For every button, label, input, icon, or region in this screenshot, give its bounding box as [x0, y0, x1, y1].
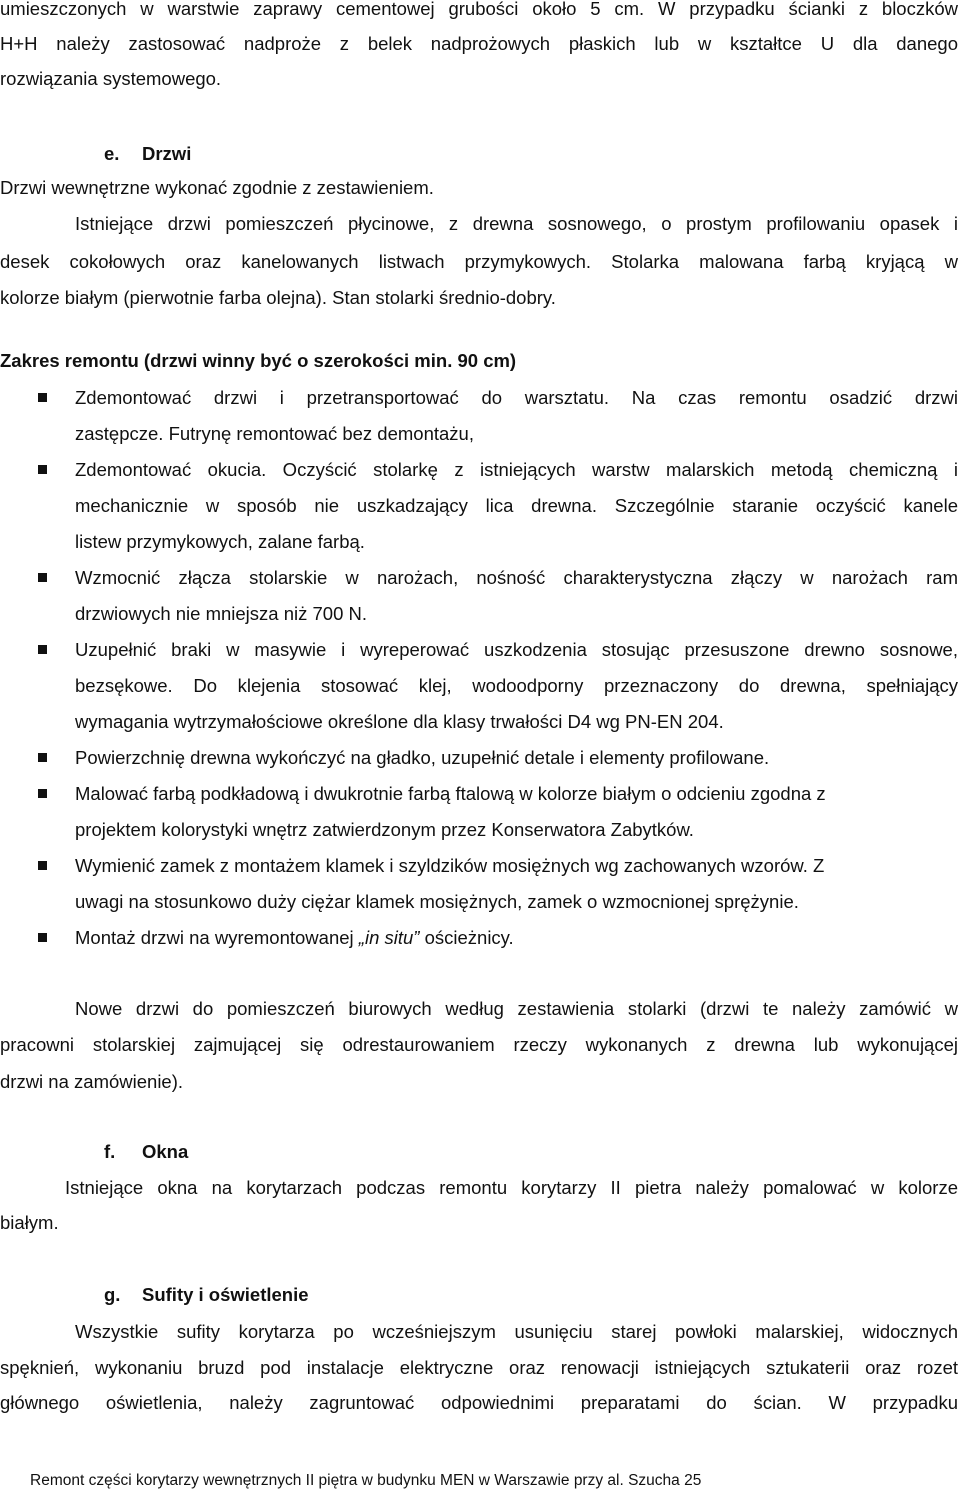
section-g-title: Sufity i oświetlenie — [142, 1284, 309, 1305]
doors-intro: Drzwi wewnętrzne wykonać zgodnie z zestawieniem. — [0, 177, 434, 198]
intro-line-1: umieszczonych w warstwie zaprawy cementowej grubości około 5 cm. W przypadku ścianki z bloczków — [0, 0, 958, 19]
section-e-title: Drzwi — [142, 143, 192, 164]
bullet-1-line-2: zastępcze. Futrynę remontować bez demontażu, — [75, 423, 474, 444]
section-e-number: e. — [104, 143, 120, 164]
section-f-title: Okna — [142, 1141, 189, 1162]
bullet-8-italic: „in situ” — [358, 927, 420, 948]
existing-doors-line-2: desek cokołowych oraz kanelowanych listwach przymykowych. Stolarka malowana farbą kryjącą w — [0, 251, 958, 272]
bullet-4-line-1: Uzupełnić braki w masywie i wyreperować uszkodzenia stosując przesuszone drewno sosnowe, — [75, 639, 958, 660]
bullet-4-line-3: wymagania wytrzymałościowe określone dla klasy trwałości D4 wg PN-EN 204. — [75, 711, 724, 732]
bullet-2-line-1: Zdemontować okucia. Oczyścić stolarkę z istniejących warstw malarskich metodą chemiczną i — [75, 459, 958, 480]
bullet-7-line-1: Wymienić zamek z montażem klamek i szyldzików mosiężnych wg zachowanych wzorów. Z — [75, 855, 825, 876]
bullet-marker — [38, 789, 47, 798]
ceilings-line-2: spęknień, wykonaniu bruzd pod instalacje elektryczne oraz renowacji istniejących sztukaterii oraz rozet — [0, 1357, 958, 1378]
bullet-marker — [38, 573, 47, 582]
bullet-7-line-2: uwagi na stosunkowo duży ciężar klamek mosiężnych, zamek o wzmocnionej sprężynie. — [75, 891, 799, 912]
bullet-3-line-2: drzwiowych nie mniejsza niż 700 N. — [75, 603, 368, 624]
bullet-2-line-2: mechanicznie w sposób nie uszkadzający lica drewna. Szczególnie staranie oczyścić kanele — [75, 495, 958, 516]
bullet-8-text-post: ościeżnicy. — [419, 927, 514, 948]
bullet-8-text-pre: Montaż drzwi na wyremontowanej — [75, 927, 359, 948]
bullet-5-line-1: Powierzchnię drewna wykończyć na gładko, uzupełnić detale i elementy profilowane. — [75, 747, 770, 768]
scope-heading: Zakres remontu (drzwi winny być o szerokości min. 90 cm) — [0, 350, 517, 371]
new-doors-line-2: pracowni stolarskiej zajmującej się odrestaurowaniem rzeczy wykonanych z drewna lub wykonującej — [0, 1034, 958, 1055]
bullet-2-line-3: listew przymykowych, zalane farbą. — [75, 531, 365, 552]
bullet-marker — [38, 753, 47, 762]
bullet-marker — [38, 933, 47, 942]
bullet-3-line-1: Wzmocnić złącza stolarskie w narożach, nośność charakterystyczna złączy w narożach ram — [75, 567, 958, 588]
bullet-6-line-2: projektem kolorystyki wnętrz zatwierdzonym przez Konserwatora Zabytków. — [75, 819, 694, 840]
windows-line-1: Istniejące okna na korytarzach podczas remontu korytarzy II pietra należy pomalować w kolorze — [65, 1177, 958, 1198]
new-doors-line-3: drzwi na zamówienie). — [0, 1071, 184, 1092]
bullet-marker — [38, 861, 47, 870]
section-g-number: g. — [104, 1284, 121, 1305]
bullet-4-line-2: bezsękowe. Do klejenia stosować klej, wodoodporny przeznaczony do drewna, spełniający — [75, 675, 958, 696]
windows-line-2: białym. — [0, 1212, 59, 1233]
bullet-6-line-1: Malować farbą podkładową i dwukrotnie farbą ftalową w kolorze białym o odcieniu zgodna z — [75, 783, 826, 804]
section-f-number: f. — [104, 1141, 116, 1162]
page-footer: Remont części korytarzy wewnętrznych II piętra w budynku MEN w Warszawie przy al. Szucha 25 — [30, 1472, 702, 1489]
bullet-8-line-1 — [75, 927, 514, 949]
existing-doors-line-1: Istniejące drzwi pomieszczeń płycinowe, z drewna sosnowego, o prostym profilowaniu opasek i — [75, 213, 958, 234]
bullet-1-line-1: Zdemontować drzwi i przetransportować do warsztatu. Na czas remontu osadzić drzwi — [75, 387, 958, 408]
bullet-marker — [38, 645, 47, 654]
intro-line-2: H+H należy zastosować nadproże z belek nadprożowych płaskich lub w kształtce U dla danego — [0, 33, 958, 54]
bullet-marker — [38, 393, 47, 402]
new-doors-line-1: Nowe drzwi do pomieszczeń biurowych według zestawienia stolarki (drzwi te należy zamówić w — [75, 998, 958, 1019]
ceilings-line-3: głównego oświetlenia, należy zagruntować odpowiednimi preparatami do ścian. W przypadku — [0, 1392, 958, 1413]
bullet-marker — [38, 465, 47, 474]
intro-line-3: rozwiązania systemowego. — [0, 68, 222, 89]
existing-doors-line-3: kolorze białym (pierwotnie farba olejna). Stan stolarki średnio-dobry. — [0, 287, 556, 308]
ceilings-line-1: Wszystkie sufity korytarza po wcześniejszym usunięciu starej powłoki malarskiej, widocznych — [75, 1321, 958, 1342]
